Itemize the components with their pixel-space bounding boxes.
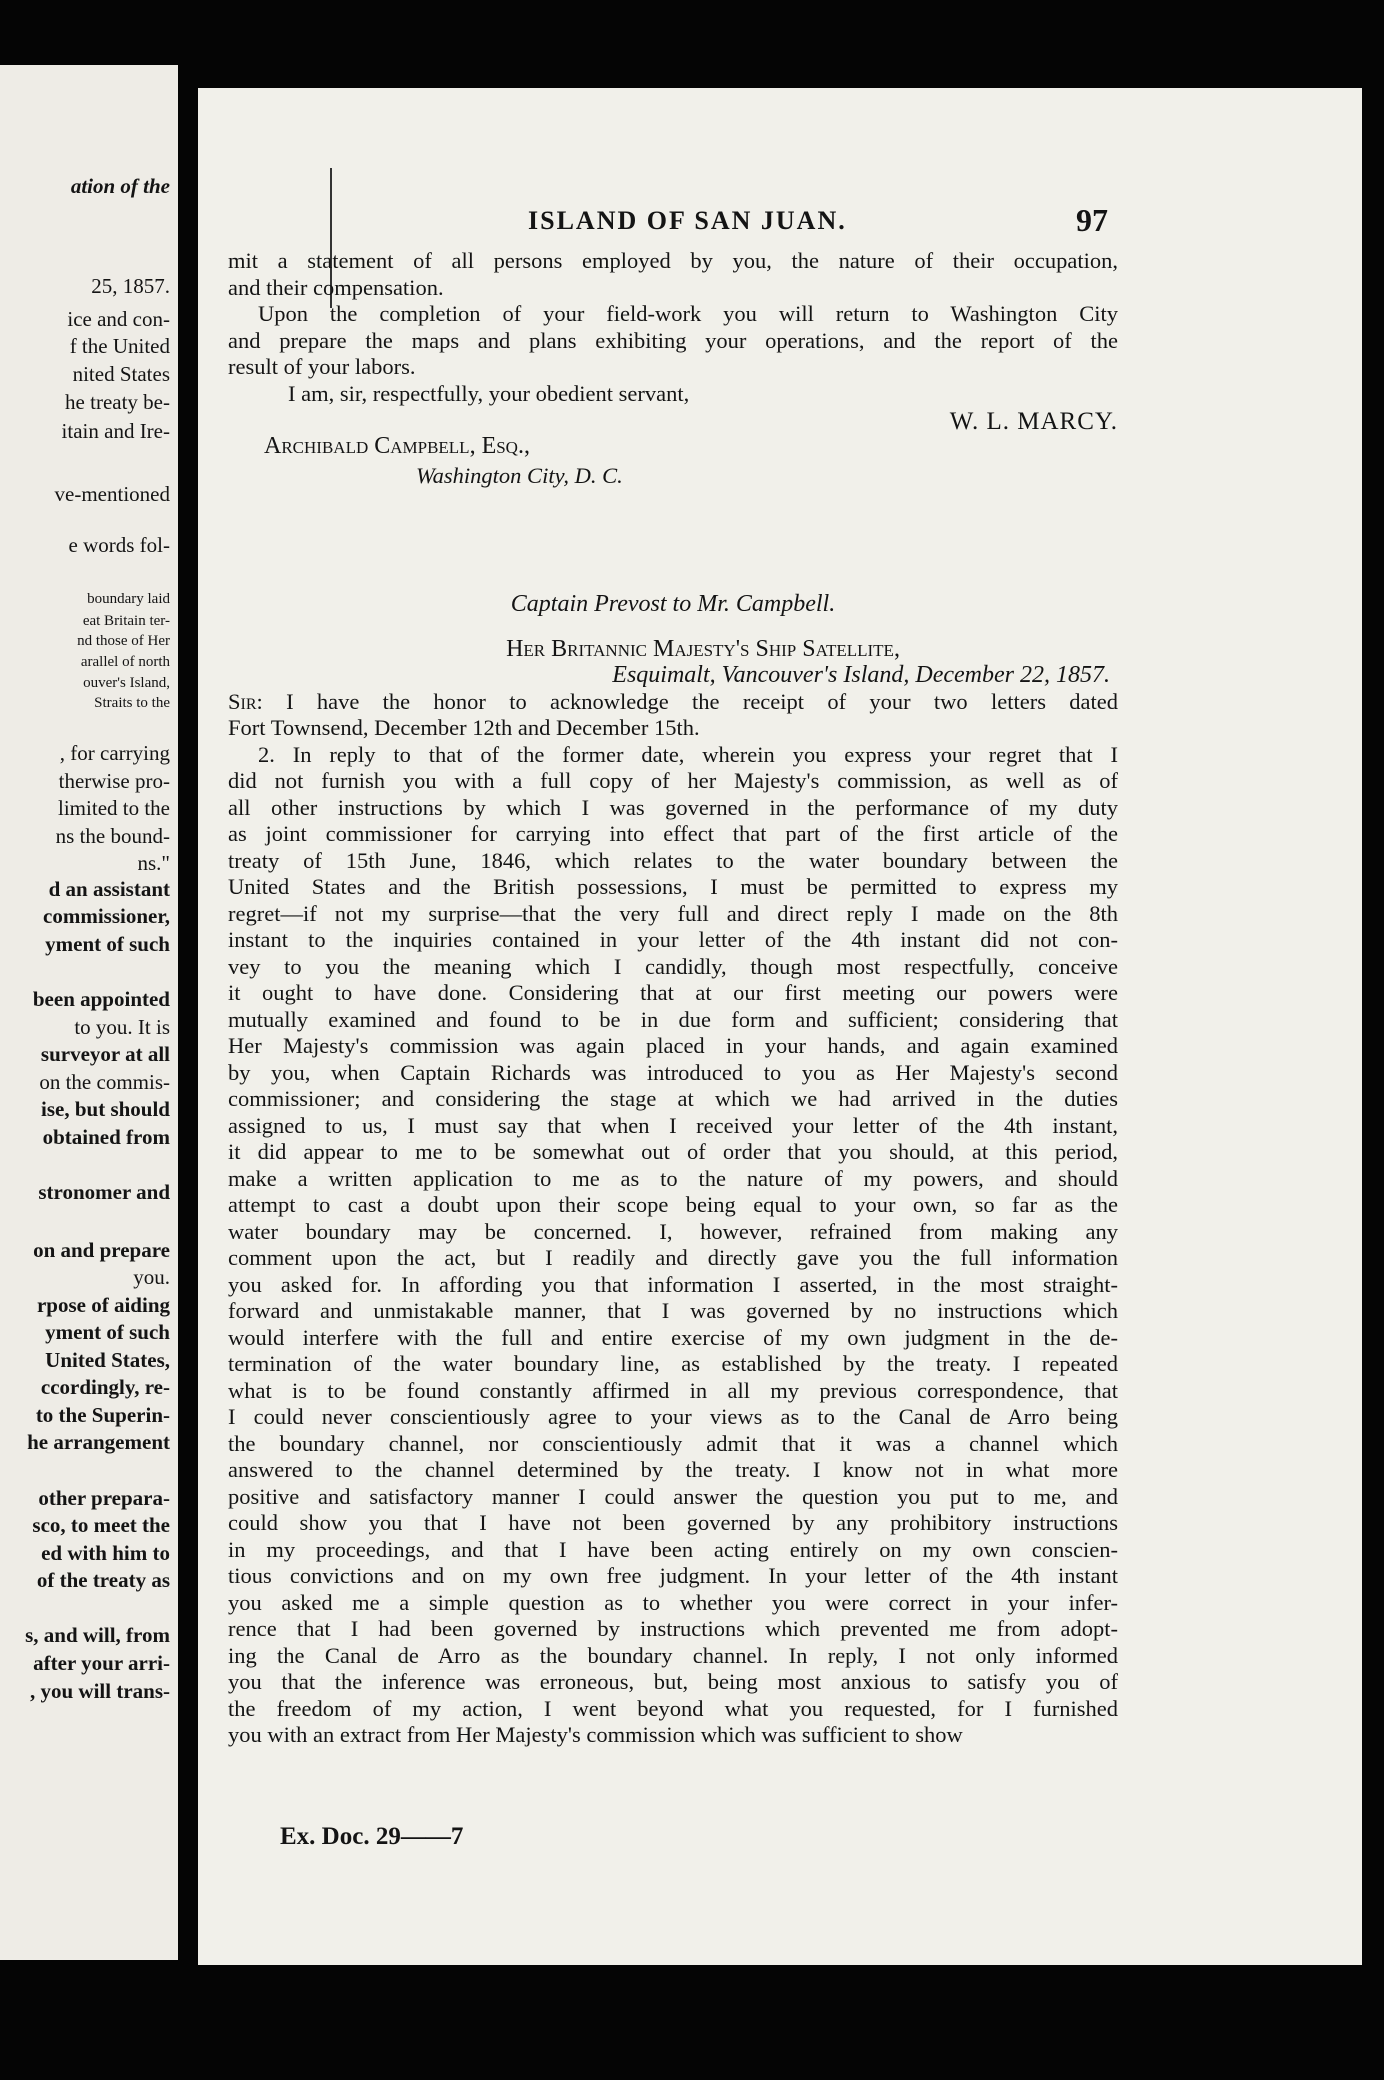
letter1-para1 xyxy=(228,248,1118,301)
text-line: it ought to have done. Considering that at our first meeting our powers were xyxy=(228,980,1118,1005)
text-line: assigned to us, I must say that when I received your letter of the 4th instant, xyxy=(228,1112,1118,1138)
text-line: comment upon the act, but I readily and directly gave you the full information xyxy=(228,1245,1118,1270)
text-line: could show you that I have not been governed by any prohibitory instructions xyxy=(228,1510,1118,1535)
previous-page-line: surveyor at all xyxy=(40,1042,170,1066)
previous-page-line: d an assistant xyxy=(48,877,170,901)
text-line: Upon the completion of your field-work you will return to Washington City xyxy=(258,301,1118,326)
document-page xyxy=(198,88,1362,1965)
previous-page-fragment xyxy=(0,65,178,1960)
text-line: termination of the water boundary line, as established by the treaty. I repeated xyxy=(228,1351,1118,1376)
text-line: water boundary may be concerned. I, however, refrained from making any xyxy=(228,1218,1118,1244)
letter2-title: Captain Prevost to Mr. Campbell. xyxy=(510,591,836,617)
text-line-rest: I have the honor to acknowledge the receipt of your two letters dated xyxy=(262,688,1118,714)
previous-page-line: ns the bound- xyxy=(55,824,170,848)
text-line xyxy=(228,689,1118,716)
previous-page-line: to the Superin- xyxy=(35,1403,170,1427)
previous-page-line: ise, but should xyxy=(41,1097,170,1121)
letter2-ship: Her Britannic Majesty's Ship Satellite, xyxy=(506,635,900,662)
page-header xyxy=(198,202,1362,246)
letter1-para2 xyxy=(228,301,1118,381)
previous-page-line: of the treaty as xyxy=(36,1568,170,1592)
previous-page-line: ation of the xyxy=(70,174,170,198)
previous-page-line: itain and Ire- xyxy=(61,419,170,443)
previous-page-line: rpose of aiding xyxy=(36,1293,170,1317)
text-line: what is to be found constantly affirmed in all my previous correspondence, that xyxy=(228,1377,1118,1403)
text-line: attempt to cast a doubt upon their scope being equal to your own, so far as the xyxy=(228,1192,1118,1217)
previous-page-line: s, and will, from xyxy=(25,1623,170,1647)
previous-page-line: stronomer and xyxy=(38,1180,170,1204)
previous-page-line: f the United xyxy=(69,334,170,358)
text-line: make a written application to me as to the nature of my powers, and should xyxy=(228,1165,1118,1191)
text-line: would interfere with the full and entire exercise of my own judgment in the de- xyxy=(228,1324,1118,1350)
previous-page-line: limited to the xyxy=(58,796,170,820)
addressee-place: Washington City, D. C. xyxy=(416,463,623,488)
text-line: vey to you the meaning which I candidly, though most respectfully, conceive xyxy=(228,953,1118,979)
text-line: I could never conscientiously agree to your views as to the Canal de Arro being xyxy=(228,1404,1118,1429)
previous-page-line: ns." xyxy=(137,851,170,875)
previous-page-line: arallel of north xyxy=(80,654,170,670)
text-line: and prepare the maps and plans exhibiting your operations, and the report of the xyxy=(228,327,1118,353)
text-line: as joint commissioner for carrying into effect that part of the first article of the xyxy=(228,821,1118,846)
text-line: you with an extract from Her Majesty's commission which was sufficient to show xyxy=(228,1722,963,1747)
previous-page-line: eat Britain ter- xyxy=(82,613,170,629)
letter2-place-date: Esquimalt, Vancouver's Island, December 22, 1857. xyxy=(612,662,1110,688)
text-line: forward and unmistakable manner, that I was governed by no instructions which xyxy=(228,1298,1118,1323)
text-line: United States and the British possessions, I must be permitted to express my xyxy=(228,874,1118,899)
previous-page-line: e words fol- xyxy=(68,533,170,557)
text-line: tious convictions and on my own free judgment. In your letter of the 4th instant xyxy=(228,1563,1118,1588)
previous-page-line: other prepara- xyxy=(38,1486,170,1510)
page-number: 97 xyxy=(1076,202,1108,238)
text-line: mutually examined and found to be in due form and sufficient; considering that xyxy=(228,1006,1118,1032)
running-head: ISLAND OF SAN JUAN. xyxy=(528,206,847,235)
previous-page-line: , you will trans- xyxy=(29,1679,170,1703)
letter2-para2 xyxy=(228,742,1118,1749)
text-line: did not furnish you with a full copy of her Majesty's commission, as well as of xyxy=(228,768,1118,793)
previous-page-line: Straits to the xyxy=(94,695,170,711)
previous-page-line: been appointed xyxy=(32,987,170,1011)
previous-page-line: commissioner, xyxy=(43,904,170,928)
addressee-block xyxy=(228,433,1118,521)
page-body xyxy=(228,248,1118,1749)
text-line: 2. In reply to that of the former date, wherein you express your regret that I xyxy=(258,741,1118,767)
text-line: Her Majesty's commission was again placed in your hands, and again examined xyxy=(228,1033,1118,1058)
previous-page-line: ed with him to xyxy=(41,1541,170,1565)
salutation: Sir: xyxy=(228,688,263,714)
text-line: mit a statement of all persons employed by you, the nature of their occupation, xyxy=(228,248,1118,273)
letter1-closing: I am, sir, respectfully, your obedient servant, xyxy=(288,380,690,406)
text-line: regret—if not my surprise—that the very full and direct reply I made on the 8th xyxy=(228,900,1118,926)
previous-page-line: after your arri- xyxy=(33,1651,170,1675)
previous-page-line: boundary laid xyxy=(87,591,170,607)
previous-page-line: you. xyxy=(133,1265,170,1289)
addressee-name: Archibald Campbell, Esq., xyxy=(264,433,530,459)
text-line: result of your labors. xyxy=(228,354,416,379)
previous-page-line: ccordingly, re- xyxy=(40,1375,170,1399)
text-line: by you, when Captain Richards was introduced to you as Her Majesty's second xyxy=(228,1059,1118,1085)
previous-page-line: ouver's Island, xyxy=(83,675,170,691)
footer-signature: Ex. Doc. 29——7 xyxy=(280,1823,464,1850)
letter2-para1 xyxy=(228,689,1118,742)
previous-page-line: 25, 1857. xyxy=(91,274,170,298)
text-line: you asked for. In affording you that information I asserted, in the most straight- xyxy=(228,1271,1118,1297)
text-line: Fort Townsend, December 12th and December 15th. xyxy=(228,715,700,740)
text-line: rence that I had been governed by instructions which prevented me from adopt- xyxy=(228,1616,1118,1641)
text-line: the freedom of my action, I went beyond what you requested, for I furnished xyxy=(228,1695,1118,1721)
previous-page-line: sco, to meet the xyxy=(32,1513,170,1537)
previous-page-line: on and prepare xyxy=(33,1238,170,1262)
text-line: answered to the channel determined by the treaty. I know not in what more xyxy=(228,1457,1118,1482)
previous-page-line: United States, xyxy=(45,1348,170,1372)
text-line: positive and satisfactory manner I could answer the question you put to me, and xyxy=(228,1483,1118,1509)
text-line: all other instructions by which I was governed in the performance of my duty xyxy=(228,794,1118,820)
previous-page-line: yment of such xyxy=(45,1320,170,1344)
text-line: treaty of 15th June, 1846, which relates to the water boundary between the xyxy=(228,847,1118,873)
previous-page-line: yment of such xyxy=(45,932,170,956)
previous-page-line: therwise pro- xyxy=(58,769,170,793)
previous-page-line: he treaty be- xyxy=(65,390,170,414)
letter1-signer: W. L. MARCY. xyxy=(949,408,1118,435)
previous-page-line: on the commis- xyxy=(39,1070,170,1094)
text-line: you asked me a simple question as to whether you were correct in your infer- xyxy=(228,1589,1118,1615)
text-line: it did appear to me to be somewhat out of order that you should, at this period, xyxy=(228,1139,1118,1164)
previous-page-line: to you. It is xyxy=(74,1015,170,1039)
previous-page-line: ice and con- xyxy=(67,307,170,331)
text-line: and their compensation. xyxy=(228,274,444,300)
previous-page-line: nd those of Her xyxy=(77,633,170,649)
previous-page-line: nited States xyxy=(72,362,170,386)
text-line: the boundary channel, nor conscientiously admit that it was a channel which xyxy=(228,1430,1118,1456)
previous-page-line: ve-mentioned xyxy=(54,482,170,506)
previous-page-line: he arrangement xyxy=(27,1430,170,1454)
text-line: in my proceedings, and that I have been acting entirely on my own conscien- xyxy=(228,1536,1118,1562)
text-line: instant to the inquiries contained in your letter of the 4th instant did not con- xyxy=(228,927,1118,952)
text-line: commissioner; and considering the stage at which we had arrived in the duties xyxy=(228,1086,1118,1111)
text-line: ing the Canal de Arro as the boundary channel. In reply, I not only informed xyxy=(228,1642,1118,1668)
previous-page-line: obtained from xyxy=(42,1125,170,1149)
previous-page-line: , for carrying xyxy=(59,741,170,765)
text-line: you that the inference was erroneous, but, being most anxious to satisfy you of xyxy=(228,1669,1118,1694)
